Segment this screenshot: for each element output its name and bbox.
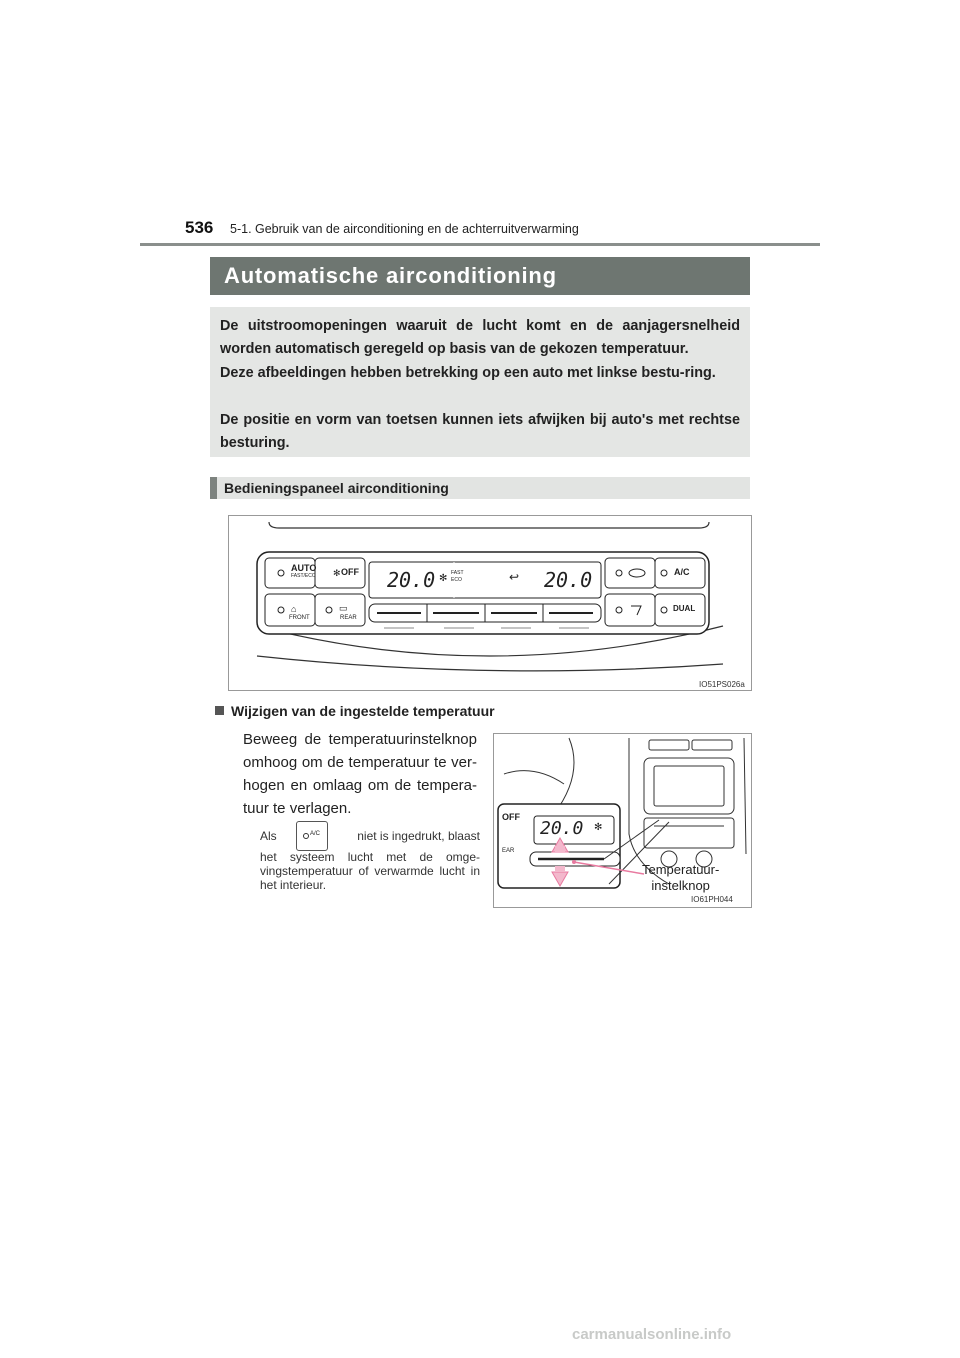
ac-button-icon-label: A/C	[310, 831, 321, 837]
auto-button-label: AUTO	[291, 563, 317, 573]
section-title: Automatische airconditioning	[224, 263, 557, 288]
figure-code: IO61PH044	[691, 895, 733, 904]
display-left-temp: 20.0	[387, 568, 436, 592]
airflow-icon: ↩	[509, 570, 520, 584]
bullet-square-icon	[215, 706, 224, 715]
fan-off-button-label: OFF	[341, 567, 359, 577]
dual-button-label: DUAL	[673, 604, 696, 613]
page-number: 536	[185, 218, 214, 237]
control-panel-illustration	[229, 516, 751, 690]
intro-paragraph-3: De positie en vorm van toetsen kunnen iets afwijken bij auto's met rechtse besturing.	[220, 412, 740, 451]
control-panel-figure	[228, 515, 752, 691]
figure-code: IO51PS026a	[699, 680, 745, 689]
dash-side-label-bottom: EAR	[502, 848, 515, 854]
temperature-heading	[215, 703, 495, 719]
note-continuation: het systeem lucht met de omge-vingstemperatuur of verwarmde lucht in het interieur.	[260, 850, 480, 892]
ac-button-label: A/C	[674, 567, 690, 577]
front-defrost-icon: ⌂	[291, 604, 297, 614]
dashboard-figure	[493, 733, 752, 908]
watermark: carmanualsonline.info	[572, 1326, 732, 1343]
display-eco-label: ECO	[451, 577, 462, 583]
note-suffix: niet is ingedrukt, blaast	[357, 829, 480, 843]
intro-paragraph-1: De uitstroomopeningen waaruit de lucht komt en de aanjagersnelheid worden automatisch geregeld op basis van de gekozen temperatuur.	[220, 318, 740, 357]
front-button-label: FRONT	[289, 615, 310, 621]
header-rule	[140, 243, 820, 246]
chapter-title: 5-1. Gebruik van de airconditioning en de achterruitverwarming	[230, 222, 579, 236]
dash-display-temp: 20.0	[540, 818, 584, 839]
subsection-banner	[210, 477, 750, 499]
ac-indicator-icon	[303, 833, 309, 839]
rear-defrost-icon: ▭	[339, 603, 348, 613]
dash-fan-icon: ✻	[594, 822, 603, 833]
display-right-temp: 20.0	[544, 568, 593, 592]
callout-line-1: Temperatuur-	[642, 862, 720, 877]
temperature-knob-callout	[642, 862, 719, 894]
temperature-body: Beweeg de temperatuurinstelknop omhoog om de temperatuur te ver-hogen en omlaag om de tempera-tuur te verlagen.	[243, 731, 477, 817]
callout-line-2: instelknop	[651, 878, 710, 893]
display-fan-icon: ✻	[439, 573, 448, 584]
rear-button-label: REAR	[340, 615, 357, 621]
section-banner	[210, 257, 750, 295]
display-fast-label: FAST	[451, 570, 464, 576]
temperature-heading-text: Wijzigen van de ingestelde temperatuur	[231, 703, 495, 719]
note-prefix: Als	[260, 829, 277, 843]
subsection-title: Bedieningspaneel airconditioning	[224, 480, 449, 496]
dash-side-label-top: OFF	[502, 812, 520, 822]
ac-button-icon	[296, 821, 328, 851]
intro-paragraph-2: Deze afbeeldingen hebben betrekking op een auto met linkse bestu-ring.	[220, 365, 716, 381]
intro-box	[210, 307, 750, 457]
fan-icon: ✻	[333, 568, 341, 578]
subsection-accent-bar	[210, 477, 217, 499]
auto-button-sublabel: FAST/ECO	[291, 573, 316, 579]
